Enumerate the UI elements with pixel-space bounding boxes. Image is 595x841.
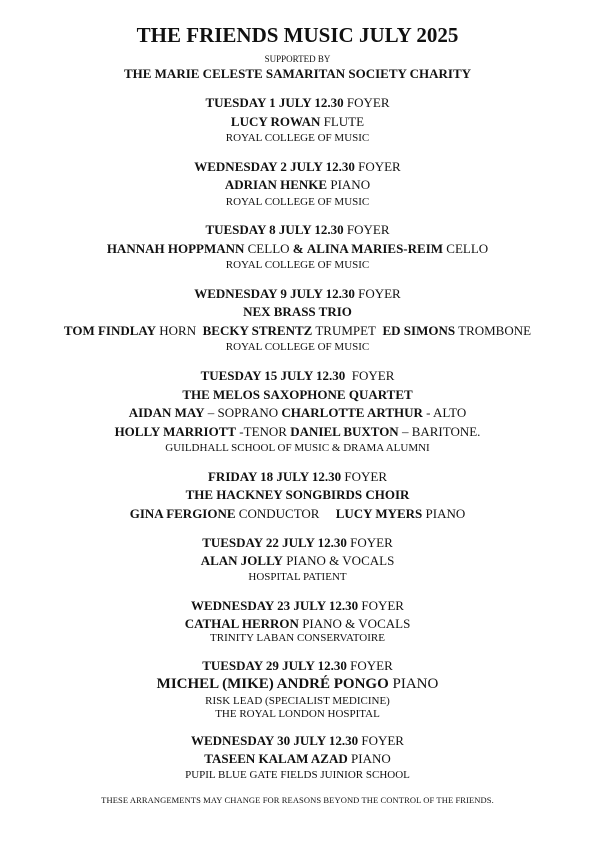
performer-role: PIANO & VOCALS xyxy=(286,553,395,568)
event-date-line xyxy=(0,659,595,672)
event-date: TUESDAY 29 JULY 12.30 xyxy=(202,658,347,673)
supported-by-label: SUPPORTED BY xyxy=(264,54,331,64)
event-date: WEDNESDAY 30 JULY 12.30 xyxy=(191,733,359,748)
event-venue: FOYER xyxy=(361,598,404,613)
event-venue: FOYER xyxy=(344,469,388,484)
performer-name: LUCY MYERS xyxy=(335,506,423,521)
performer-name: CHARLOTTE ARTHUR xyxy=(281,405,423,420)
page-title: THE FRIENDS MUSIC JULY 2025 xyxy=(136,23,459,47)
affiliation: TRINITY LABAN CONSERVATOIRE xyxy=(210,632,385,644)
footer-note: THESE ARRANGEMENTS MAY CHANGE FOR REASONS BEYOND THE CONTROL OF THE FRIENDS. xyxy=(101,795,494,805)
event-date: WEDNESDAY 9 JULY 12.30 xyxy=(194,286,355,301)
performer-line xyxy=(0,178,595,191)
performer-role: PIANO & VOCALS xyxy=(302,616,411,631)
event-date-line xyxy=(0,599,595,612)
event-venue: FOYER xyxy=(350,658,393,673)
performer-role: FLUTE xyxy=(323,114,365,129)
event-date-line xyxy=(0,470,595,483)
event-date-line xyxy=(0,287,595,300)
performer-join: & xyxy=(292,241,304,256)
performer-role: PIANO xyxy=(425,506,466,521)
performer-line xyxy=(0,115,595,128)
event-venue: FOYER xyxy=(361,733,404,748)
event-venue: FOYER xyxy=(358,159,401,174)
performer-name: ADRIAN HENKE xyxy=(224,177,328,192)
event-date: TUESDAY 22 JULY 12.30 xyxy=(202,535,347,550)
affiliation: ROYAL COLLEGE OF MUSIC xyxy=(225,259,370,271)
performer-name: DANIEL BUXTON xyxy=(290,424,399,439)
event-date-line xyxy=(0,223,595,236)
performer-line xyxy=(0,425,595,438)
performer-name: ALINA MARIES-REIM xyxy=(306,241,444,256)
performer-role: PIANO xyxy=(392,676,439,692)
affiliation: THE ROYAL LONDON HOSPITAL xyxy=(215,708,380,720)
performer-line xyxy=(0,507,595,520)
performer-name: HOLLY MARRIOTT xyxy=(114,424,237,439)
performer-role: CELLO xyxy=(446,241,489,256)
performer-line xyxy=(0,752,595,765)
event-date: TUESDAY 1 JULY 12.30 xyxy=(205,95,344,110)
affiliation: PUPIL BLUE GATE FIELDS JUINIOR SCHOOL xyxy=(185,769,410,781)
affiliation: ROYAL COLLEGE OF MUSIC xyxy=(225,196,370,208)
affiliation: ROYAL COLLEGE OF MUSIC xyxy=(225,132,370,144)
affiliation: GUILDHALL SCHOOL OF MUSIC & DRAMA ALUMNI xyxy=(165,442,430,454)
performer-name: TOM FINDLAY xyxy=(63,323,157,338)
ensemble-name: THE HACKNEY SONGBIRDS CHOIR xyxy=(185,487,410,502)
performer-name: GINA FERGIONE xyxy=(129,506,236,521)
performer-line xyxy=(0,617,595,630)
affiliation: RISK LEAD (SPECIALIST MEDICINE) xyxy=(205,695,390,707)
event-date-line xyxy=(0,369,595,382)
charity-name: THE MARIE CELESTE SAMARITAN SOCIETY CHARITY xyxy=(123,66,472,81)
event-date-line xyxy=(0,160,595,173)
performer-line xyxy=(0,242,595,255)
performer-role: CONDUCTOR xyxy=(238,506,320,521)
performer-role: -TENOR xyxy=(239,424,287,439)
event-date: WEDNESDAY 23 JULY 12.30 xyxy=(191,598,359,613)
performer-line xyxy=(0,324,595,337)
performer-name: LUCY ROWAN xyxy=(230,114,321,129)
event-date: TUESDAY 8 JULY 12.30 xyxy=(205,222,344,237)
affiliation: HOSPITAL PATIENT xyxy=(248,571,347,583)
event-venue: FOYER xyxy=(346,95,390,110)
event-venue: FOYER xyxy=(350,535,393,550)
performer-name: ALAN JOLLY xyxy=(200,553,283,568)
performer-role: CELLO xyxy=(247,241,290,256)
performer-line xyxy=(0,406,595,419)
performer-line xyxy=(0,554,595,567)
performer-role: PIANO xyxy=(330,177,371,192)
ensemble-name: THE MELOS SAXOPHONE QUARTET xyxy=(182,387,413,402)
performer-name: AIDAN MAY xyxy=(128,405,205,420)
performer-role: – BARITONE. xyxy=(401,424,481,439)
event-date: FRIDAY 18 JULY 12.30 xyxy=(207,469,342,484)
performer-name: CATHAL HERRON xyxy=(184,616,299,631)
performer-name: TASEEN KALAM AZAD xyxy=(204,751,348,766)
performer-role: TRUMPET xyxy=(315,323,376,338)
performer-name: MICHEL (MIKE) ANDRÉ PONGO xyxy=(156,676,389,692)
performer-role: TROMBONE xyxy=(458,323,532,338)
performer-name: BECKY STRENTZ xyxy=(202,323,313,338)
performer-role: HORN xyxy=(159,323,197,338)
performer-role: – SOPRANO xyxy=(207,405,279,420)
event-date-line xyxy=(0,96,595,109)
performer-role: - ALTO xyxy=(426,405,467,420)
event-date-line xyxy=(0,734,595,747)
event-date: TUESDAY 15 JULY 12.30 xyxy=(200,368,346,383)
performer-name: HANNAH HOPPMANN xyxy=(106,241,245,256)
ensemble-name: NEX BRASS TRIO xyxy=(243,304,352,319)
affiliation: ROYAL COLLEGE OF MUSIC xyxy=(225,341,370,353)
performer-line xyxy=(0,677,595,692)
performer-role: PIANO xyxy=(351,751,391,766)
event-venue: FOYER xyxy=(346,222,390,237)
event-venue: FOYER xyxy=(351,368,395,383)
event-venue: FOYER xyxy=(358,286,401,301)
performer-name: ED SIMONS xyxy=(382,323,456,338)
event-date: WEDNESDAY 2 JULY 12.30 xyxy=(194,159,355,174)
event-date-line xyxy=(0,536,595,549)
